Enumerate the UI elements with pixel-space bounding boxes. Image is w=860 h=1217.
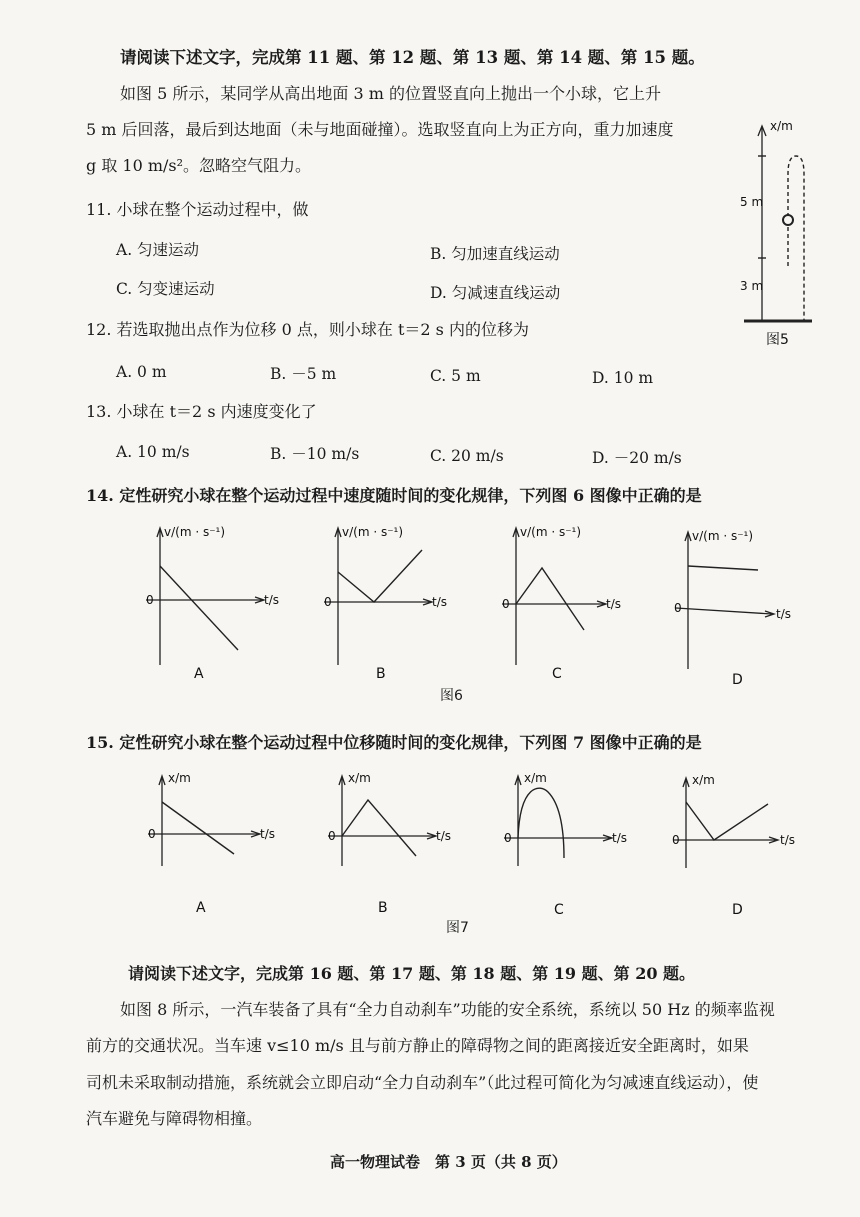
figure-6-d-line (688, 566, 758, 570)
figure-7-b-letter: B (378, 900, 388, 916)
figure-7-d-line (686, 802, 768, 840)
passage-1-line-2: 5 m 后回落，最后到达地面（未与地面碰撞）。选取竖直向上为正方向，重力加速度 (86, 120, 674, 139)
figure-6-d-y-label: v/(m · s⁻¹) (692, 529, 754, 543)
figure-6-graph-d (672, 524, 812, 694)
figure-6-a-origin: 0 (146, 593, 154, 607)
figure-6-c-letter: C (552, 666, 562, 682)
figure-6-a-y-label: v/(m · s⁻¹) (164, 525, 226, 539)
figure-5-caption: 图5 (766, 332, 789, 348)
figure-6-graph-c (496, 520, 636, 690)
q12-option-a: A. 0 m (116, 363, 167, 381)
figure-6-c-line (516, 568, 584, 630)
q11-option-c: C. 匀变速运动 (116, 280, 215, 298)
q12-option-b: B. －5 m (270, 365, 337, 383)
passage-1-line-1: 如图 5 所示，某同学从高出地面 3 m 的位置竖直向上抛出一个小球，它上升 (120, 84, 661, 103)
figure-5-trajectory (788, 156, 804, 321)
figure-7-d-x-label: t/s (780, 833, 795, 847)
figure-6-a-line (160, 566, 238, 650)
q13-option-d: D. －20 m/s (592, 449, 682, 467)
page-footer: 高一物理试卷 第 3 页（共 8 页） (330, 1153, 567, 1171)
q12-stem: 12. 若选取抛出点作为位移 0 点，则小球在 t＝2 s 内的位移为 (86, 320, 529, 339)
figure-7-b-origin: 0 (328, 829, 336, 843)
figure-6-b-x-label: t/s (432, 595, 447, 609)
figure-7-caption: 图7 (446, 920, 469, 936)
figure-5-5m-label: 5 m (740, 195, 764, 209)
q12-option-d: D. 10 m (592, 369, 654, 387)
figure-6-d-letter: D (732, 672, 743, 688)
passage-2-line-1: 如图 8 所示，一汽车装备了具有“全力自动刹车”功能的安全系统，系统以 50 Hz 的频率监视 (120, 1000, 775, 1019)
figure-6-d-origin: 0 (674, 601, 682, 615)
q13-option-b: B. －10 m/s (270, 445, 360, 463)
figure-7-b-x-label: t/s (436, 829, 451, 843)
passage-1-line-3: g 取 10 m/s²。忽略空气阻力。 (86, 156, 312, 175)
figure-7-graph-c (498, 768, 638, 918)
figure-7-graph-b (322, 768, 462, 918)
q11-option-a: A. 匀速运动 (116, 241, 200, 259)
figure-5-3m-label: 3 m (740, 279, 764, 293)
figure-6-c-y-label: v/(m · s⁻¹) (520, 525, 582, 539)
q13-stem: 13. 小球在 t＝2 s 内速度变化了 (86, 402, 317, 421)
figure-6-a-letter: A (194, 666, 204, 682)
figure-5-axis-label: x/m (770, 119, 793, 133)
figure-6-c-origin: 0 (502, 597, 510, 611)
figure-6-caption: 图6 (440, 688, 463, 704)
figure-7-c-letter: C (554, 902, 564, 918)
figure-7-a-line (162, 802, 234, 854)
figure-7-graph-d (672, 770, 812, 920)
q13-option-c: C. 20 m/s (430, 447, 504, 465)
figure-7-c-origin: 0 (504, 831, 512, 845)
figure-6-d-x-label: t/s (776, 607, 791, 621)
figure-5 (730, 116, 830, 356)
passage-1-heading: 请阅读下述文字，完成第 11 题、第 12 题、第 13 题、第 14 题、第 15 题。 (120, 48, 705, 67)
q14-stem: 14. 定性研究小球在整个运动过程中速度随时间的变化规律，下列图 6 图像中正确的是 (86, 486, 702, 505)
figure-7-c-curve (518, 788, 564, 858)
figure-7-c-y-label: x/m (524, 771, 547, 785)
figure-6-b-line (338, 550, 422, 602)
figure-5-ball (783, 215, 793, 225)
figure-6-graph-a (140, 520, 280, 690)
passage-2-heading: 请阅读下述文字，完成第 16 题、第 17 题、第 18 题、第 19 题、第 20 题。 (128, 964, 696, 983)
figure-6-c-x-label: t/s (606, 597, 621, 611)
figure-7-a-x-label: t/s (260, 827, 275, 841)
figure-7-a-letter: A (196, 900, 206, 916)
figure-6-b-origin: 0 (324, 595, 332, 609)
figure-7-d-letter: D (732, 902, 743, 918)
q12-option-c: C. 5 m (430, 367, 481, 385)
passage-2-line-2: 前方的交通状况。当车速 v≤10 m/s 且与前方静止的障碍物之间的距离接近安全距离时，如果 (86, 1036, 749, 1055)
figure-6-a-x-label: t/s (264, 593, 279, 607)
figure-6-b-letter: B (376, 666, 386, 682)
q11-stem: 11. 小球在整个运动过程中，做 (86, 200, 309, 219)
passage-2-line-3: 司机未采取制动措施，系统就会立即启动“全力自动刹车”（此过程可简化为匀减速直线运动），使 (86, 1073, 759, 1092)
passage-2-line-4: 汽车避免与障碍物相撞。 (86, 1109, 263, 1128)
q13-option-a: A. 10 m/s (116, 443, 190, 461)
figure-7-d-y-label: x/m (692, 773, 715, 787)
figure-7-c-x-label: t/s (612, 831, 627, 845)
figure-7-a-y-label: x/m (168, 771, 191, 785)
figure-7-b-y-label: x/m (348, 771, 371, 785)
q15-stem: 15. 定性研究小球在整个运动过程中位移随时间的变化规律，下列图 7 图像中正确的是 (86, 733, 702, 752)
figure-7-a-origin: 0 (148, 827, 156, 841)
q11-option-b: B. 匀加速直线运动 (430, 245, 560, 263)
figure-7-b-line (342, 800, 416, 856)
figure-7-d-origin: 0 (672, 833, 680, 847)
q11-option-d: D. 匀减速直线运动 (430, 284, 561, 302)
figure-6-graph-b (318, 520, 458, 690)
figure-7-graph-a (142, 768, 282, 918)
figure-6-b-y-label: v/(m · s⁻¹) (342, 525, 404, 539)
